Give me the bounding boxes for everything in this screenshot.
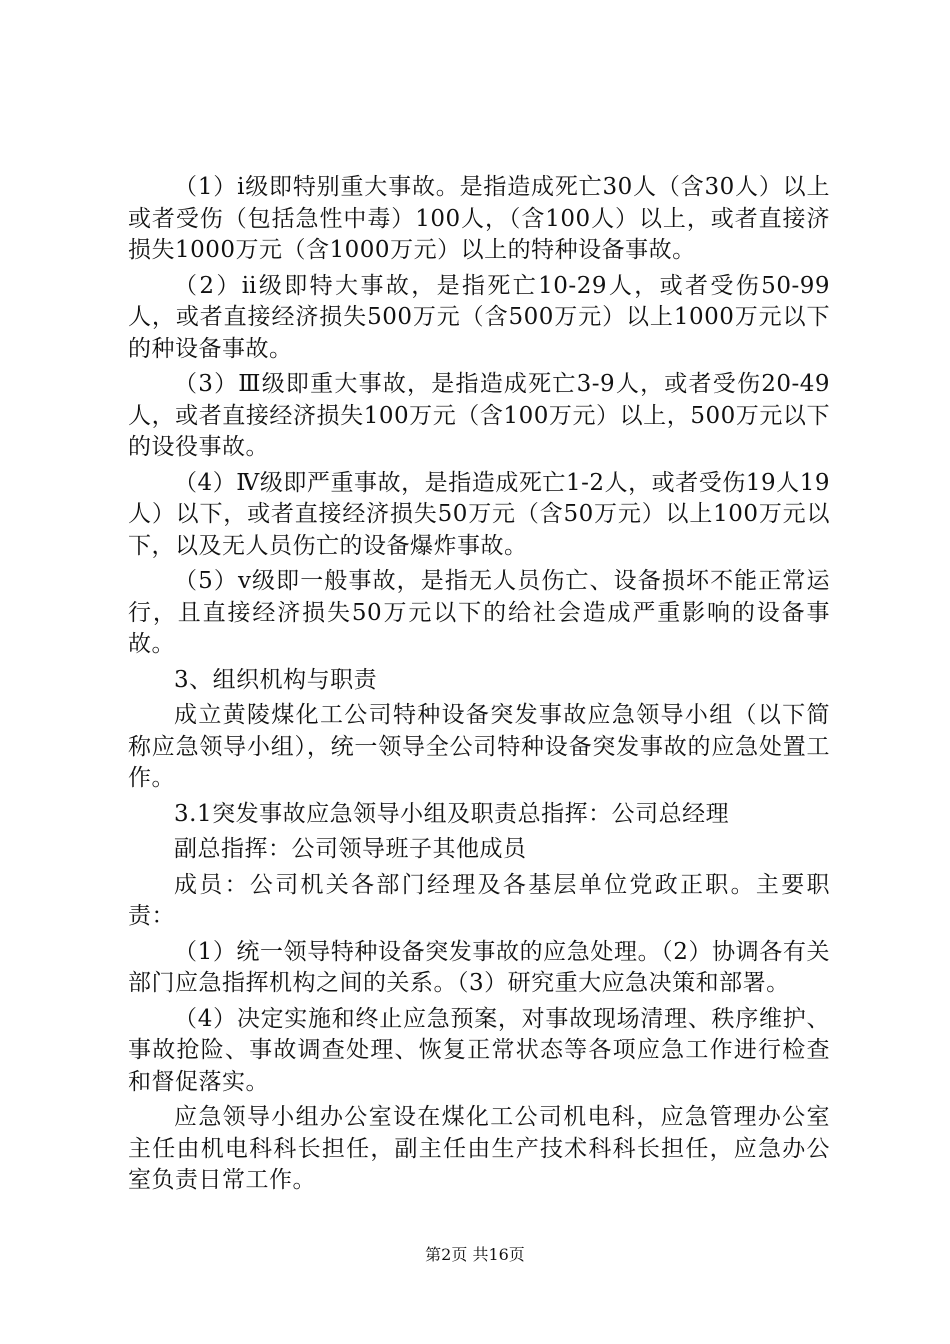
paragraph-members: 成员：公司机关各部门经理及各基层单位党政正职。主要职责： <box>128 871 830 929</box>
paragraph-commander: 3.1突发事故应急领导小组及职责总指挥：公司总经理 <box>174 800 730 827</box>
document-body <box>128 172 830 1197</box>
paragraph-level-1: （1）ⅰ级即特别重大事故。是指造成死亡30人（含30人）以上或者受伤（包括急性中毒）100人，（含100人）以上，或者直接济损失1000万元（含1000万元）以上的特种设备事故。 <box>128 174 830 263</box>
paragraph-level-5: （5）ⅴ级即一般事故，是指无人员伤亡、设备损坏不能正常运行，且直接经济损失50万元以下的给社会造成严重影响的设备事故。 <box>128 568 830 657</box>
paragraph-duty-4: （4）决定实施和终止应急预案，对事故现场清理、秩序维护、事故抢险、事故调查处理、恢复正常状态等各项应急工作进行检查和督促落实。 <box>128 1005 830 1095</box>
paragraph-level-4: （4）Ⅳ级即严重事故，是指造成死亡1-2人，或者受伤19人19人）以下，或者直接经济损失50万元（含50万元）以上100万元以下，以及无人员伤亡的设备爆炸事故。 <box>128 469 830 559</box>
paragraph-level-2: （2）ⅱ级即特大事故，是指死亡10-29人，或者受伤50-99人，或者直接经济损失500万元（含500万元）以上1000万元以下的种设备事故。 <box>128 272 830 362</box>
section-heading: 3、组织机构与职责 <box>174 666 378 693</box>
paragraph-deputy: 副总指挥：公司领导班子其他成员 <box>174 836 527 862</box>
page-number-footer: 第2页 共16页 <box>425 1245 525 1264</box>
paragraph-duties-1-3: （1）统一领导特种设备突发事故的应急处理。（2）协调各有关部门应急指挥机构之间的关系。（3）研究重大应急决策和部署。 <box>128 938 830 996</box>
paragraph-establish-group: 成立黄陵煤化工公司特种设备突发事故应急领导小组（以下简称应急领导小组），统一领导全公司特种设备突发事故的应急处置工作。 <box>128 702 830 791</box>
paragraph-level-3: （3）Ⅲ级即重大事故，是指造成死亡3-9人，或者受伤20-49人，或者直接经济损失100万元（含100万元）以上，500万元以下的设役事故。 <box>128 371 830 460</box>
paragraph-office: 应急领导小组办公室设在煤化工公司机电科，应急管理办公室主任由机电科科长担任，副主任由生产技术科科长担任，应急办公室负责日常工作。 <box>128 1104 830 1193</box>
